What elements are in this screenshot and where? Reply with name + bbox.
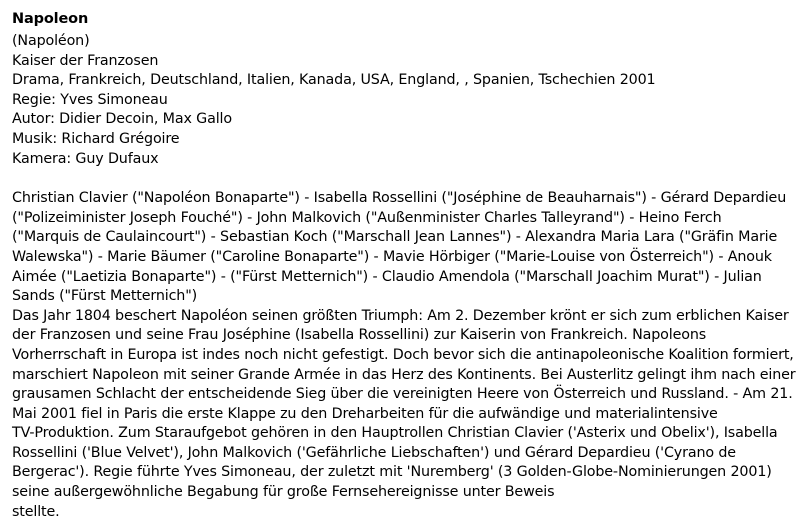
cast-list: [12, 189, 792, 307]
cast-line: ("Polizeiminister Joseph Fouché") - John Malkovich ("Außenminister Charles Talleyrand") - Heino Ferch: [12, 209, 722, 226]
film-title: Napoleon: [12, 11, 89, 27]
original-title: (Napoléon): [12, 33, 90, 49]
cast-line: Walewska") - Marie Bäumer ("Caroline Bonaparte") - Mavie Hörbiger ("Marie-Louise von Österreich") - Anouk: [12, 248, 772, 265]
synopsis-line: Mai 2001 fiel in Paris die erste Klappe zu den Dreharbeiten für die aufwändige und materialintensive: [12, 405, 718, 422]
synopsis-line: Vorherrschaft in Europa ist indes noch nicht gefestigt. Doch bevor sich die antinapoleonische Koalition formiert,: [12, 346, 794, 363]
synopsis-line: Bergerac'). Regie führte Yves Simoneau, der zuletzt mit 'Nuremberg' (3 Golden-Globe-Nominierungen 2001): [12, 464, 772, 481]
synopsis-line: grausamen Schlacht der entscheidende Sieg über die vereinigten Heere von Österreich und Russland. - Am 21.: [12, 386, 793, 403]
cast-line: Aimée ("Laetizia Bonaparte") - ("Fürst Metternich") - Claudio Amendola ("Marschall Joachim Murat") - Julian: [12, 268, 762, 285]
director: Regie: Yves Simoneau: [12, 91, 168, 108]
synopsis-line: stellte.: [12, 503, 60, 520]
synopsis-line: TV-Produktion. Zum Staraufgebot gehören in den Hauptrollen Christian Clavier ('Asterix und Obelix'), Isabella: [12, 425, 778, 442]
section-spacer: [12, 169, 796, 189]
camera: Kamera: Guy Dufaux: [12, 150, 159, 167]
author: Autor: Didier Decoin, Max Gallo: [12, 111, 232, 128]
synopsis-line: seine außergewöhnliche Begabung für große Fernsehereignisse unter Beweis: [12, 484, 555, 501]
synopsis-line: marschiert Napoleon mit seiner Grande Armée in das Herz des Kontinents. Bei Austerlitz gelingt ihm nach einer: [12, 366, 796, 383]
synopsis: [12, 307, 796, 523]
cast-line: ("Marquis de Caulaincourt") - Sebastian Koch ("Marschall Jean Lannes") - Alexandra Maria Lara ("Gräfin Marie: [12, 229, 778, 246]
cast-line: Christian Clavier ("Napoléon Bonaparte") - Isabella Rossellini ("Joséphine de Beauharnais") - Gérard Depardieu: [12, 190, 787, 207]
music: Musik: Richard Grégoire: [12, 130, 180, 147]
film-entry: [12, 9, 796, 522]
synopsis-line: der Franzosen und seine Frau Joséphine (Isabella Rossellini) zur Kaiserin von Frankreich. Napoleons: [12, 327, 707, 344]
subtitle: Kaiser der Franzosen: [12, 52, 159, 69]
genre-country-year: Drama, Frankreich, Deutschland, Italien, Kanada, USA, England, , Spanien, Tschechien 2001: [12, 72, 656, 89]
synopsis-line: Rossellini ('Blue Velvet'), John Malkovich ('Gefährliche Liebschaften') und Gérard Depardieu ('Cyrano de: [12, 444, 736, 461]
cast-line: Sands ("Fürst Metternich"): [12, 288, 198, 305]
synopsis-line: Das Jahr 1804 beschert Napoléon seinen größten Triumph: Am 2. Dezember krönt er sich zum erblichen Kaiser: [12, 307, 789, 324]
